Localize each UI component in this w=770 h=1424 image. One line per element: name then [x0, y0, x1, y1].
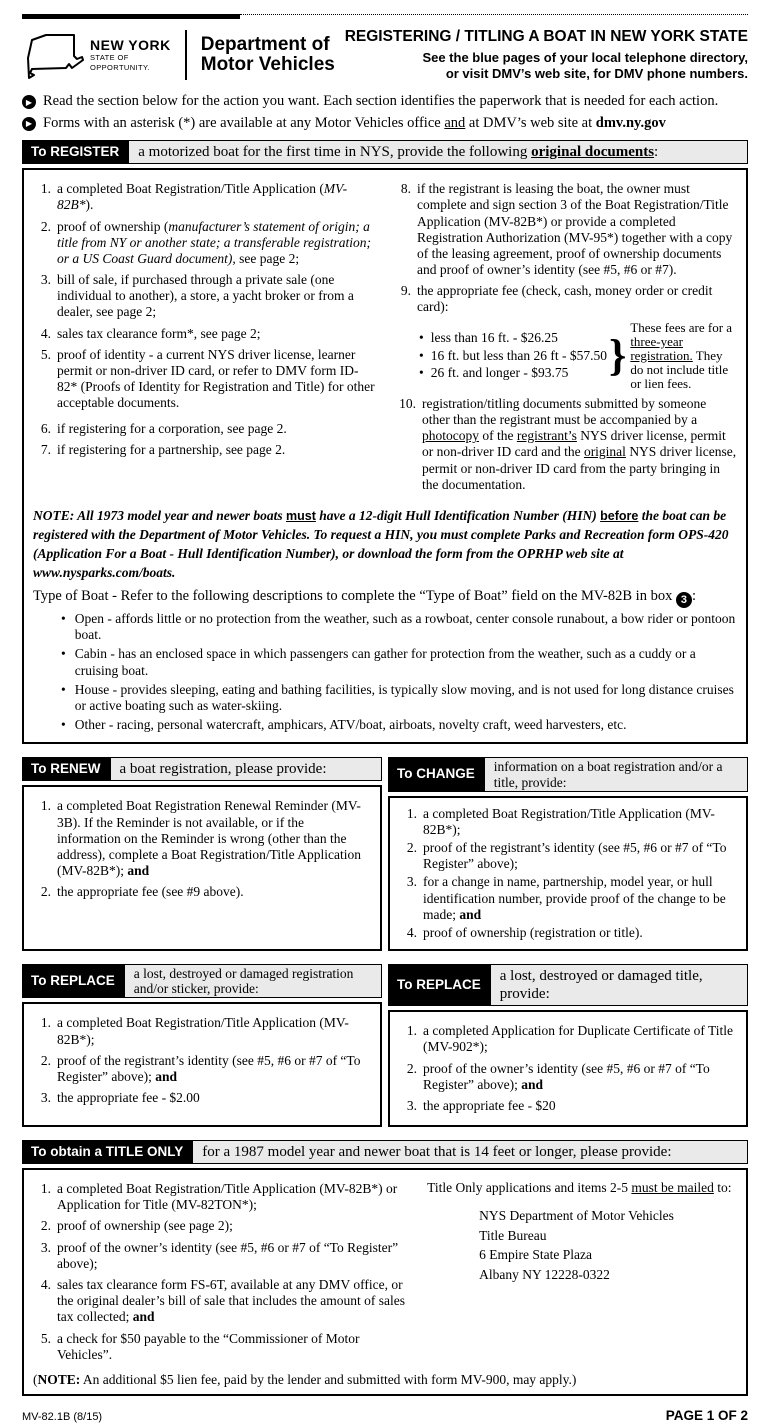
title-only-left-column: [33, 1176, 413, 1368]
text-part: NYS driver license, permit or non-driver ID card and the: [422, 428, 726, 460]
item-number: 2.: [40, 1218, 51, 1234]
list-item: [399, 1023, 737, 1055]
intro-text-2: [43, 115, 666, 132]
mailing-address: [479, 1206, 737, 1284]
item-text: a check for $50 payable to the “Commissioner of Motor Vehicles”.: [57, 1330, 360, 1362]
item-number: 9.: [400, 283, 411, 299]
item-number: 1.: [40, 1015, 51, 1031]
list-item: [393, 283, 737, 315]
text-part-bold: and: [459, 906, 482, 922]
register-right-column: [393, 176, 737, 498]
list-item: [399, 806, 737, 838]
item-text: proof of the owner’s identity (see #5, #6 or #7 of “To Register” above);: [57, 1239, 399, 1271]
item-text: proof of identity - a current NYS driver license, learner permit or non-driver ID card, or refer to DMV form ID-82* (Proofs of Identity for Registration and Title) for other acceptable documents.: [57, 346, 375, 411]
fee-item: • 26 ft. and longer - $93.75: [419, 365, 607, 381]
fee-item: • 16 ft. but less than 26 ft - $57.50: [419, 348, 607, 364]
circular-arrow-bullet-icon: ▶: [22, 95, 36, 109]
item-number: 3.: [40, 1090, 51, 1106]
text-part: see page 2;: [235, 250, 300, 266]
list-item: [393, 396, 737, 493]
item-text: [57, 1053, 371, 1085]
list-item: [33, 1181, 413, 1213]
title-only-label: To obtain a TITLE ONLY: [22, 1140, 192, 1164]
text-part-bold: and: [521, 1076, 543, 1092]
text-part: Forms with an asterisk (*) are available at any Motor Vehicles office: [43, 114, 445, 131]
item-number: 4.: [406, 924, 417, 940]
text-part: Title Only applications and items 2-5: [427, 1180, 632, 1196]
register-description: [128, 140, 748, 164]
text-part: proof of the owner’s identity (see #5, #6 or #7 of “To Register” above);: [423, 1060, 710, 1092]
replace-registration-description: a lost, destroyed or damaged registration and/or sticker, provide:: [124, 964, 382, 998]
page-title: REGISTERING / TITLING A BOAT IN NEW YORK STATE: [344, 28, 748, 45]
text-part: sales tax clearance form FS-6T, available at any DMV office, or the original dealer’s bill of sale that includes the amount of sales tax collected;: [57, 1277, 406, 1325]
replace-registration-box: [22, 1002, 382, 1127]
list-item: [33, 1240, 413, 1272]
text-part-underline: photocopy: [422, 428, 479, 444]
intro-row-1: [22, 93, 748, 110]
address-line: NYS Department of Motor Vehicles: [479, 1208, 674, 1224]
intro-bullets: [22, 93, 748, 132]
boat-type-item: • Other - racing, personal watercraft, amphicars, ATV/boat, airboats, novelty craft, weed harvesters, etc.: [61, 717, 737, 733]
replace-title-header: [388, 964, 748, 1006]
item-text: [57, 1277, 413, 1326]
list-item: [33, 219, 377, 268]
item-text: a completed Boat Registration/Title Application (MV-82B*);: [57, 1015, 349, 1047]
item-text: a completed Boat Registration/Title Application (MV-82B*) or Application for Title (MV-82TON*);: [57, 1181, 398, 1213]
fee-note: [630, 321, 737, 391]
change-box: [388, 796, 748, 952]
ny-state-outline-icon: [22, 28, 84, 82]
lien-fee-note: [33, 1372, 737, 1388]
item-number: 1.: [40, 798, 51, 814]
item-number: 2.: [40, 884, 51, 900]
item-number: 2.: [40, 218, 51, 234]
text-part-bold: and: [127, 863, 150, 879]
item-number: 1.: [406, 805, 417, 821]
type-of-boat-intro: [33, 588, 737, 609]
list-item: [33, 884, 371, 900]
text-part: They do not include title or lien fees.: [630, 347, 729, 391]
circular-arrow-bullet-icon: ▶: [22, 117, 36, 131]
item-number: 5.: [40, 346, 51, 362]
text-part-bold: and: [132, 1309, 155, 1325]
item-number: 4.: [40, 1277, 51, 1292]
address-line: Title Bureau: [479, 1227, 547, 1243]
item-number: 6.: [40, 420, 51, 436]
list-item: [33, 1053, 371, 1085]
text-part-italic: manufacturer’s statement of origin; a title from NY or another state; a transferable registration; or a US Coast Guard document),: [57, 218, 372, 266]
text-part-underline: must: [286, 508, 316, 523]
list-item: [399, 1061, 737, 1093]
boat-type-item: • Open - affords little or no protection from the weather, such as a rowboat, center console runabout, a bow rider or pontoon boat.: [61, 611, 737, 643]
renew-change-row: [22, 757, 748, 951]
item-text: proof of ownership (see page 2);: [57, 1218, 233, 1234]
box-3-badge-icon: 3: [676, 592, 692, 608]
text-part-underline: must be mailed: [631, 1180, 714, 1196]
text-part-italic: MV-82B*: [57, 181, 348, 213]
item-number: 3.: [40, 272, 51, 288]
item-number: 1.: [406, 1023, 417, 1039]
text-part-underline: and: [444, 114, 466, 131]
list-item: [399, 1098, 737, 1114]
item-number: 2.: [406, 1060, 417, 1076]
item-number: 3.: [406, 1097, 417, 1113]
replace-registration-header: [22, 964, 382, 998]
register-section-header: [22, 140, 748, 164]
department-name: [201, 35, 335, 75]
hin-note: [33, 507, 737, 583]
text-part: All 1973 model year and newer boats: [74, 507, 286, 523]
change-header: [388, 757, 748, 791]
page-footer: [22, 1408, 748, 1424]
renew-box: [22, 785, 382, 951]
list-item: [33, 1015, 371, 1047]
change-label: To CHANGE: [388, 757, 484, 791]
text-part: :: [654, 144, 659, 161]
logo-divider: [185, 30, 187, 80]
item-text: the appropriate fee (see #9 above).: [57, 884, 244, 900]
item-text: if registering for a corporation, see page 2.: [57, 420, 287, 436]
text-part: to:: [713, 1180, 732, 1196]
item-text: [57, 181, 377, 213]
list-item: [33, 181, 377, 213]
item-text: proof of the registrant’s identity (see #5, #6 or #7 of “To Register” above);: [423, 840, 727, 872]
text-part-underline: registrant’s: [516, 428, 577, 444]
list-item: [33, 1218, 413, 1234]
text-part: An additional $5 lien fee, paid by the lender and submitted with form MV-900, may apply.): [80, 1371, 577, 1387]
list-item: [33, 798, 371, 879]
item-text: [423, 1061, 737, 1093]
item-text: the appropriate fee (check, cash, money order or credit card):: [417, 283, 713, 315]
item-text: [57, 798, 371, 879]
register-columns: [33, 176, 737, 498]
text-part: proof of ownership (: [57, 218, 169, 234]
fee-list: [419, 329, 607, 382]
list-item: [399, 925, 737, 941]
text-part: (: [33, 1371, 38, 1387]
title-only-box: [22, 1168, 748, 1396]
list-item: [393, 181, 737, 278]
form-number: MV-82.1B (8/15): [22, 1411, 103, 1424]
item-text: if registering for a partnership, see page 2.: [57, 441, 286, 457]
text-part: proof of the registrant’s identity (see #5, #6 or #7 of “To Register” above);: [57, 1052, 361, 1084]
renew-description: a boat registration, please provide:: [110, 757, 383, 781]
brand-newyork: NEW YORK: [90, 37, 171, 54]
item-text: [57, 219, 377, 268]
list-item: [33, 1277, 413, 1326]
text-part: at DMV’s web site at: [465, 114, 596, 131]
text-part: a motorized boat for the first time in NYS, provide the following: [138, 144, 532, 161]
replace-row: [22, 964, 748, 1127]
brace-glyph: }: [608, 331, 627, 381]
item-number: 3.: [406, 874, 417, 890]
title-block: [345, 26, 748, 83]
title-only-right-column: [413, 1176, 737, 1368]
renew-label: To RENEW: [22, 757, 110, 781]
list-item: [399, 874, 737, 923]
item-text: bill of sale, if purchased through a private sale (one individual to another), a store, a yacht broker or from a dealer, see page 2;: [57, 272, 354, 320]
item-number: 1.: [40, 1181, 51, 1197]
brand-opportunity: OPPORTUNITY.: [90, 62, 150, 72]
text-part-bold: and: [155, 1068, 177, 1084]
item-number: 7.: [40, 441, 51, 457]
original-documents-emphasis: original documents: [531, 144, 655, 161]
title-only-columns: [33, 1176, 737, 1368]
item-text: [423, 874, 737, 923]
list-item: [33, 326, 377, 342]
replace-title-label: To REPLACE: [388, 964, 490, 1006]
item-text: the appropriate fee - $20: [423, 1097, 556, 1113]
address-line: 6 Empire State Plaza: [479, 1247, 592, 1263]
replace-title-box: [388, 1010, 748, 1127]
text-part: :: [691, 587, 696, 604]
replace-registration-label: To REPLACE: [22, 964, 124, 998]
list-item: [33, 442, 377, 458]
renew-header: [22, 757, 382, 781]
top-rule-thick: [22, 14, 240, 19]
page-subtitle: [345, 50, 748, 84]
title-only-description: for a 1987 model year and newer boat that is 14 feet or longer, please provide:: [192, 1140, 748, 1164]
item-number: 8.: [400, 181, 411, 197]
subtitle-line2: or visit DMV’s web site, for DMV phone numbers.: [445, 66, 748, 82]
register-section-box: [22, 168, 748, 744]
register-label: To REGISTER: [22, 140, 128, 164]
brand-text: [90, 38, 171, 71]
item-number: 2.: [40, 1052, 51, 1068]
fee-item: • less than 16 ft. - $26.25: [419, 330, 607, 346]
text-part: of the: [479, 428, 517, 444]
item-text: a completed Application for Duplicate Certificate of Title (MV-902*);: [423, 1023, 734, 1055]
register-desc-text: [138, 143, 658, 161]
text-part-underline: three-year registration.: [630, 333, 693, 363]
nys-dmv-logo: [22, 26, 335, 83]
intro-row-2: [22, 115, 748, 132]
top-rule-dotted: [240, 14, 748, 15]
address-line: Albany NY 12228-0322: [479, 1266, 610, 1282]
item-number: 5.: [40, 1330, 51, 1346]
list-item: [33, 1090, 371, 1106]
text-part-bold: NOTE:: [37, 1371, 81, 1387]
dept-line2: Motor Vehicles: [200, 53, 335, 75]
list-item: [33, 1331, 413, 1363]
mail-instruction: [427, 1180, 737, 1196]
register-left-column: [33, 176, 377, 498]
item-text: proof of ownership (registration or title).: [423, 924, 643, 940]
subtitle-line1: See the blue pages of your local telephone directory,: [422, 49, 748, 65]
item-text: if the registrant is leasing the boat, the owner must complete and sign section 3 of the Boat Registration/Title Application (MV-82B*) or provide a completed Registration Authorization (MV-95*) together with a copy of the leasing agreement, proof of ownership documents and proof of owner’s identity (see #5, #6 or #7).: [417, 181, 733, 278]
boat-type-item: • Cabin - has an enclosed space in which passengers can gather for protection from the weather, such as a cuddy or a cruising boat.: [61, 646, 737, 678]
fee-schedule: [419, 321, 737, 391]
text-part-underline: before: [600, 508, 639, 523]
text-part: a completed Boat Registration Renewal Reminder (MV-3B). If the Reminder is not available, or if the information on the Reminder is wrong (other than the address), complete a Boat Registration/Title Application (MV-82B*);: [57, 798, 361, 879]
list-item: [33, 347, 377, 412]
list-item: [399, 840, 737, 872]
text-part: Type of Boat - Refer to the following descriptions to complete the “Type of Boat” field on the MV-82B in box: [33, 587, 676, 604]
item-text: sales tax clearance form*, see page 2;: [57, 325, 261, 341]
replace-registration-section: [22, 964, 382, 1127]
change-section: [388, 757, 748, 951]
text-part: have a 12-digit Hull Identification Number (HIN): [315, 507, 601, 523]
title-only-header: [22, 1140, 748, 1164]
brand-stateof: STATE OF: [90, 53, 129, 63]
item-text: the appropriate fee - $2.00: [57, 1090, 200, 1106]
item-text: a completed Boat Registration/Title Application (MV-82B*);: [423, 805, 715, 837]
text-part: for a change in name, partnership, model year, or hull identification number, provide proof of the change to be made;: [423, 874, 726, 922]
top-rule: [22, 14, 748, 19]
item-text: [422, 396, 737, 493]
text-part: the boat can be registered with the Department of Motor Vehicles. To request a HIN, you must complete Parks and Recreation form OPS-420 (Application For a Boat - Hull Identification Number), or download the form from the OPRHP web site at www.nysparks.com/boats.: [33, 507, 729, 580]
text-part: ).: [85, 197, 94, 213]
text-part: These fees are for a: [630, 319, 733, 335]
page-indicator: PAGE 1 OF 2: [665, 1408, 748, 1424]
dept-line1: Department of: [200, 33, 330, 55]
text-part: registration/titling documents submitted by someone other than the registrant must be accompanied by a: [422, 395, 707, 427]
list-item: [33, 421, 377, 437]
renew-section: [22, 757, 382, 951]
dmv-website-text: dmv.ny.gov: [595, 114, 666, 131]
replace-title-description: a lost, destroyed or damaged title, provide:: [490, 964, 748, 1006]
item-number: 10.: [399, 395, 416, 411]
masthead: [22, 26, 748, 83]
item-number: 2.: [406, 840, 417, 855]
intro-text-1: Read the section below for the action you want. Each section identifies the paperwork that is needed for each action.: [43, 93, 719, 110]
item-number: 3.: [40, 1239, 51, 1255]
text-part-underline: original: [583, 444, 626, 460]
text-part: NYS driver license, permit or non-driver ID card from the party bringing in the documentation.: [422, 444, 737, 492]
note-lead: NOTE:: [33, 507, 75, 523]
list-item: [33, 272, 377, 321]
item-number: 1.: [40, 181, 51, 197]
replace-title-section: [388, 964, 748, 1127]
change-description: information on a boat registration and/or a title, provide:: [484, 757, 748, 791]
boat-type-item: • House - provides sleeping, eating and bathing facilities, is typically slow moving, and is not used for long distance cruises or active boating such as water-skiing.: [61, 682, 737, 714]
text-part: a completed Boat Registration/Title Application (: [57, 181, 324, 197]
item-number: 4.: [40, 325, 51, 341]
